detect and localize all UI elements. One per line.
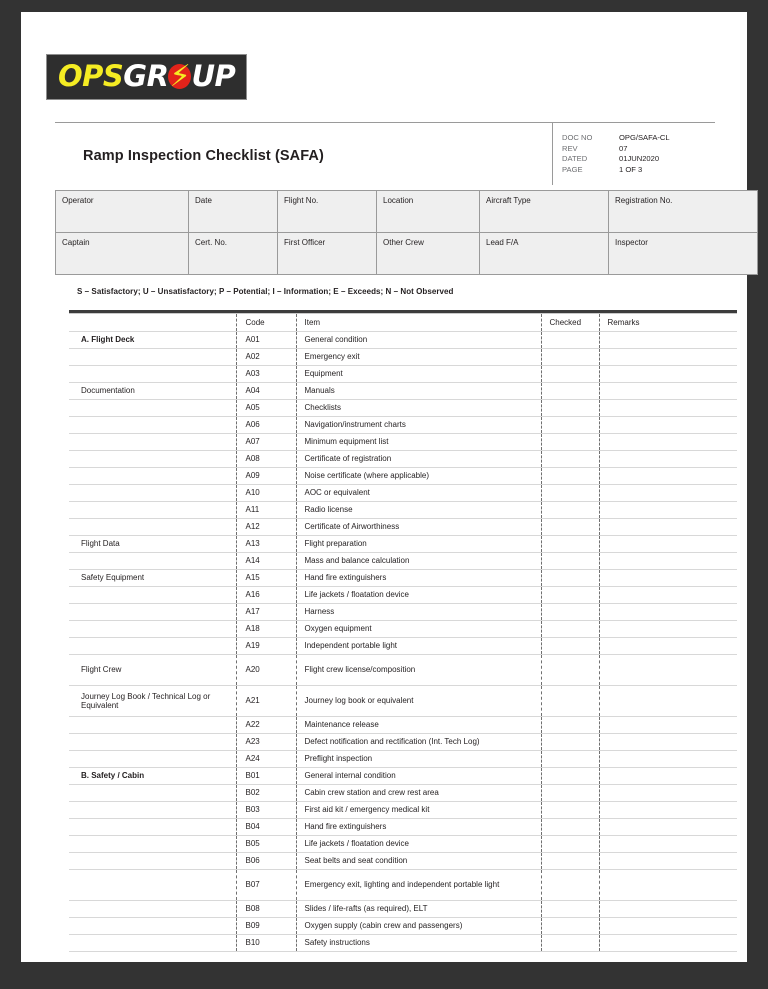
document-page: [21, 12, 747, 962]
checklist-remarks-cell[interactable]: [599, 518, 737, 535]
checklist-category: [69, 450, 236, 467]
checklist-code: B01: [236, 767, 296, 784]
checklist-row: [69, 654, 737, 685]
doc-info-label: DATED: [562, 154, 588, 164]
checklist-remarks-cell[interactable]: [599, 348, 737, 365]
checklist-category: [69, 433, 236, 450]
checklist-row: [69, 365, 737, 382]
checklist-item: Hand fire extinguishers: [296, 569, 541, 586]
checklist-remarks-cell[interactable]: [599, 467, 737, 484]
checklist-row: [69, 716, 737, 733]
checklist-checked-cell[interactable]: [541, 750, 599, 767]
checklist-remarks-cell[interactable]: [599, 869, 737, 900]
checklist-remarks-cell[interactable]: [599, 852, 737, 869]
checklist-checked-cell[interactable]: [541, 835, 599, 852]
checklist-checked-cell[interactable]: [541, 501, 599, 518]
checklist-item: Flight crew license/composition: [296, 654, 541, 685]
field-lead-fa[interactable]: Lead F/A: [480, 233, 609, 275]
checklist-checked-cell[interactable]: [541, 365, 599, 382]
checklist-remarks-cell[interactable]: [599, 433, 737, 450]
checklist-category: Safety Equipment: [69, 569, 236, 586]
doc-info-row: [562, 144, 715, 155]
checklist-item: AOC or equivalent: [296, 484, 541, 501]
checklist-code: A21: [236, 685, 296, 716]
checklist-checked-cell[interactable]: [541, 535, 599, 552]
checklist-item: Oxygen equipment: [296, 620, 541, 637]
logo-bolt-circle: [167, 59, 192, 94]
checklist-checked-cell[interactable]: [541, 801, 599, 818]
logo-text-up: UP: [191, 59, 236, 93]
logo-text-gr: GR: [123, 59, 169, 93]
checklist-category: [69, 603, 236, 620]
field-registration-no[interactable]: Registration No.: [609, 191, 758, 233]
checklist-row: [69, 784, 737, 801]
checklist-checked-cell[interactable]: [541, 934, 599, 951]
checklist-item: Emergency exit, lighting and independent portable light: [296, 869, 541, 900]
checklist-code: A06: [236, 416, 296, 433]
checklist-item: Independent portable light: [296, 637, 541, 654]
page-title: Ramp Inspection Checklist (SAFA): [83, 148, 324, 164]
checklist-row: [69, 900, 737, 917]
checklist-code: A12: [236, 518, 296, 535]
checklist-category: [69, 467, 236, 484]
checklist-remarks-cell[interactable]: [599, 654, 737, 685]
checklist-item: Preflight inspection: [296, 750, 541, 767]
checklist-item: Manuals: [296, 382, 541, 399]
checklist-row: [69, 835, 737, 852]
checklist-row: [69, 767, 737, 784]
checklist-remarks-cell[interactable]: [599, 784, 737, 801]
checklist-remarks-cell[interactable]: [599, 382, 737, 399]
checklist-code: A19: [236, 637, 296, 654]
checklist-category: B. Safety / Cabin: [69, 767, 236, 784]
checklist-row: [69, 818, 737, 835]
checklist-checked-cell[interactable]: [541, 784, 599, 801]
checklist-remarks-cell[interactable]: [599, 501, 737, 518]
checklist-item: Radio license: [296, 501, 541, 518]
column-header-item: Item: [296, 314, 541, 331]
checklist-remarks-cell[interactable]: [599, 603, 737, 620]
column-header-code: Code: [236, 314, 296, 331]
checklist-item: Mass and balance calculation: [296, 552, 541, 569]
logo-text-ops: OPS: [58, 59, 124, 93]
column-header-remarks: Remarks: [599, 314, 737, 331]
field-aircraft-type[interactable]: Aircraft Type: [480, 191, 609, 233]
checklist-code: A24: [236, 750, 296, 767]
checklist-remarks-cell[interactable]: [599, 331, 737, 348]
column-header-checked: Checked: [541, 314, 599, 331]
checklist-item: Harness: [296, 603, 541, 620]
checklist-remarks-cell[interactable]: [599, 801, 737, 818]
checklist-row: [69, 331, 737, 348]
checklist-remarks-cell[interactable]: [599, 586, 737, 603]
doc-info-value: OPG/SAFA-CL: [619, 133, 670, 142]
checklist-code: A20: [236, 654, 296, 685]
checklist-header-row: [69, 314, 737, 331]
checklist-checked-cell[interactable]: [541, 917, 599, 934]
checklist-checked-cell[interactable]: [541, 767, 599, 784]
checklist-item: Journey log book or equivalent: [296, 685, 541, 716]
field-inspector[interactable]: Inspector: [609, 233, 758, 275]
checklist-checked-cell[interactable]: [541, 382, 599, 399]
field-location[interactable]: Location: [377, 191, 480, 233]
checklist-category: [69, 934, 236, 951]
checklist-category: [69, 416, 236, 433]
checklist-category: [69, 869, 236, 900]
checklist-remarks-cell[interactable]: [599, 685, 737, 716]
doc-info-label: DOC NO: [562, 133, 593, 142]
checklist-code: A01: [236, 331, 296, 348]
checklist-code: A22: [236, 716, 296, 733]
checklist-checked-cell[interactable]: [541, 399, 599, 416]
checklist-item: Safety instructions: [296, 934, 541, 951]
checklist-checked-cell[interactable]: [541, 685, 599, 716]
checklist-category: [69, 620, 236, 637]
checklist-code: A23: [236, 733, 296, 750]
checklist-remarks-cell[interactable]: [599, 733, 737, 750]
checklist-row: [69, 518, 737, 535]
checklist-item: Slides / life-rafts (as required), ELT: [296, 900, 541, 917]
checklist-code: B09: [236, 917, 296, 934]
field-first-officer[interactable]: First Officer: [278, 233, 377, 275]
doc-info-value: 07: [619, 143, 628, 153]
checklist-remarks-cell[interactable]: [599, 484, 737, 501]
checklist-row: [69, 869, 737, 900]
checklist-item: Cabin crew station and crew rest area: [296, 784, 541, 801]
checklist-checked-cell[interactable]: [541, 569, 599, 586]
field-date[interactable]: Date: [189, 191, 278, 233]
opsgroup-logo: [46, 54, 247, 100]
checklist-code: A03: [236, 365, 296, 382]
checklist-category: [69, 552, 236, 569]
checklist-code: A14: [236, 552, 296, 569]
doc-info-row: [562, 133, 715, 144]
checklist-remarks-cell[interactable]: [599, 450, 737, 467]
checklist-remarks-cell[interactable]: [599, 934, 737, 951]
checklist-checked-cell[interactable]: [541, 603, 599, 620]
checklist-remarks-cell[interactable]: [599, 750, 737, 767]
checklist-checked-cell[interactable]: [541, 433, 599, 450]
field-other-crew[interactable]: Other Crew: [377, 233, 480, 275]
checklist-item: Checklists: [296, 399, 541, 416]
checklist-checked-cell[interactable]: [541, 637, 599, 654]
checklist-remarks-cell[interactable]: [599, 365, 737, 382]
field-cert-no[interactable]: Cert. No.: [189, 233, 278, 275]
checklist-code: A04: [236, 382, 296, 399]
field-captain[interactable]: Captain: [56, 233, 189, 275]
checklist-item: Hand fire extinguishers: [296, 818, 541, 835]
doc-info-label: PAGE: [562, 164, 583, 174]
checklist-remarks-cell[interactable]: [599, 716, 737, 733]
checklist-item: Maintenance release: [296, 716, 541, 733]
checklist-item: General condition: [296, 331, 541, 348]
checklist-row: [69, 569, 737, 586]
checklist-code: B02: [236, 784, 296, 801]
checklist-remarks-cell[interactable]: [599, 552, 737, 569]
checklist-category: [69, 586, 236, 603]
checklist-row: [69, 603, 737, 620]
checklist-row: [69, 917, 737, 934]
doc-info-row: [562, 154, 715, 165]
checklist-remarks-cell[interactable]: [599, 835, 737, 852]
checklist-remarks-cell[interactable]: [599, 569, 737, 586]
checklist-remarks-cell[interactable]: [599, 818, 737, 835]
checklist-code: B05: [236, 835, 296, 852]
checklist-category: [69, 716, 236, 733]
checklist-remarks-cell[interactable]: [599, 416, 737, 433]
checklist-category: Flight Crew: [69, 654, 236, 685]
checklist-remarks-cell[interactable]: [599, 637, 737, 654]
checklist-remarks-cell[interactable]: [599, 900, 737, 917]
checklist-checked-cell[interactable]: [541, 654, 599, 685]
field-operator[interactable]: Operator: [56, 191, 189, 233]
checklist-code: B03: [236, 801, 296, 818]
checklist-item: Certificate of Airworthiness: [296, 518, 541, 535]
checklist-checked-cell[interactable]: [541, 900, 599, 917]
checklist-row: [69, 934, 737, 951]
checklist-row: [69, 685, 737, 716]
checklist-category: Journey Log Book / Technical Log or Equivalent: [69, 685, 236, 716]
checklist-code: B08: [236, 900, 296, 917]
checklist-item: Defect notification and rectification (Int. Tech Log): [296, 733, 541, 750]
checklist-code: B07: [236, 869, 296, 900]
checklist-code: A17: [236, 603, 296, 620]
checklist-category: [69, 501, 236, 518]
checklist-item: Life jackets / floatation device: [296, 586, 541, 603]
checklist-row: [69, 552, 737, 569]
doc-info-value: 01JUN2020: [619, 154, 660, 164]
checklist-remarks-cell[interactable]: [599, 535, 737, 552]
checklist-checked-cell[interactable]: [541, 450, 599, 467]
checklist-row: [69, 586, 737, 603]
checklist-code: B06: [236, 852, 296, 869]
checklist-code: A11: [236, 501, 296, 518]
checklist-checked-cell[interactable]: [541, 348, 599, 365]
checklist-category: Flight Data: [69, 535, 236, 552]
checklist-category: [69, 818, 236, 835]
checklist-row: [69, 450, 737, 467]
checklist-row: [69, 620, 737, 637]
checklist-checked-cell[interactable]: [541, 467, 599, 484]
checklist-item: Minimum equipment list: [296, 433, 541, 450]
checklist-code: A10: [236, 484, 296, 501]
checklist-row: [69, 637, 737, 654]
checklist-category: [69, 801, 236, 818]
checklist-row: [69, 750, 737, 767]
table-row: [56, 233, 758, 275]
checklist-code: A08: [236, 450, 296, 467]
checklist-item: Flight preparation: [296, 535, 541, 552]
checklist-row: [69, 416, 737, 433]
checklist-code: A02: [236, 348, 296, 365]
flight-info-table: [55, 190, 758, 275]
checklist-code: B10: [236, 934, 296, 951]
checklist-code: A15: [236, 569, 296, 586]
logo-badge: [46, 54, 247, 100]
doc-info-label: REV: [562, 143, 578, 153]
checklist-category: [69, 835, 236, 852]
checklist-category: [69, 365, 236, 382]
checklist-code: A09: [236, 467, 296, 484]
checklist-code: A16: [236, 586, 296, 603]
title-block: [55, 122, 715, 184]
checklist-item: Noise certificate (where applicable): [296, 467, 541, 484]
checklist-body: [69, 310, 737, 951]
checklist-checked-cell[interactable]: [541, 869, 599, 900]
checklist-remarks-cell[interactable]: [599, 767, 737, 784]
checklist-row: [69, 484, 737, 501]
lightning-bolt-icon: ⚡: [169, 59, 191, 94]
checklist-remarks-cell[interactable]: [599, 917, 737, 934]
checklist-item: Seat belts and seat condition: [296, 852, 541, 869]
checklist-checked-cell[interactable]: [541, 484, 599, 501]
column-header-category: [69, 314, 236, 331]
checklist-remarks-cell[interactable]: [599, 399, 737, 416]
checklist-category: [69, 733, 236, 750]
checklist-category: [69, 518, 236, 535]
checklist-row: [69, 399, 737, 416]
field-flight-no[interactable]: Flight No.: [278, 191, 377, 233]
checklist-item: Oxygen supply (cabin crew and passengers): [296, 917, 541, 934]
checklist-checked-cell[interactable]: [541, 416, 599, 433]
checklist-category: [69, 399, 236, 416]
checklist-row: [69, 348, 737, 365]
checklist-category: Documentation: [69, 382, 236, 399]
checklist-item: Emergency exit: [296, 348, 541, 365]
checklist-code: A05: [236, 399, 296, 416]
checklist-checked-cell[interactable]: [541, 620, 599, 637]
rating-legend: S – Satisfactory; U – Unsatisfactory; P – Potential; I – Information; E – Exceeds; N – Not Observed: [77, 287, 454, 296]
checklist-item: First aid kit / emergency medical kit: [296, 801, 541, 818]
checklist-checked-cell[interactable]: [541, 552, 599, 569]
checklist-category: [69, 852, 236, 869]
checklist-code: A07: [236, 433, 296, 450]
checklist-checked-cell[interactable]: [541, 818, 599, 835]
checklist-row: [69, 535, 737, 552]
document-info-block: [552, 123, 715, 185]
checklist-category: A. Flight Deck: [69, 331, 236, 348]
checklist-code: A18: [236, 620, 296, 637]
checklist-category: [69, 484, 236, 501]
checklist-table: [69, 310, 737, 952]
table-row: [56, 191, 758, 233]
checklist-category: [69, 750, 236, 767]
checklist-checked-cell[interactable]: [541, 733, 599, 750]
checklist-row: [69, 501, 737, 518]
logo-text: [58, 59, 236, 94]
checklist-item: General internal condition: [296, 767, 541, 784]
checklist-item: Certificate of registration: [296, 450, 541, 467]
checklist-row: [69, 801, 737, 818]
checklist-checked-cell[interactable]: [541, 716, 599, 733]
checklist-category: [69, 900, 236, 917]
checklist-category: [69, 784, 236, 801]
checklist-category: [69, 348, 236, 365]
checklist-row: [69, 733, 737, 750]
checklist-item: Equipment: [296, 365, 541, 382]
checklist-row: [69, 467, 737, 484]
checklist-item: Navigation/instrument charts: [296, 416, 541, 433]
checklist-checked-cell[interactable]: [541, 331, 599, 348]
checklist-code: B04: [236, 818, 296, 835]
checklist-category: [69, 917, 236, 934]
checklist-checked-cell[interactable]: [541, 586, 599, 603]
checklist-remarks-cell[interactable]: [599, 620, 737, 637]
checklist-code: A13: [236, 535, 296, 552]
checklist-item: Life jackets / floatation device: [296, 835, 541, 852]
doc-info-row: [562, 165, 715, 176]
checklist-checked-cell[interactable]: [541, 852, 599, 869]
checklist-row: [69, 433, 737, 450]
checklist-row: [69, 852, 737, 869]
checklist-row: [69, 382, 737, 399]
checklist-category: [69, 637, 236, 654]
checklist-checked-cell[interactable]: [541, 518, 599, 535]
doc-info-value: 1 OF 3: [619, 164, 643, 174]
